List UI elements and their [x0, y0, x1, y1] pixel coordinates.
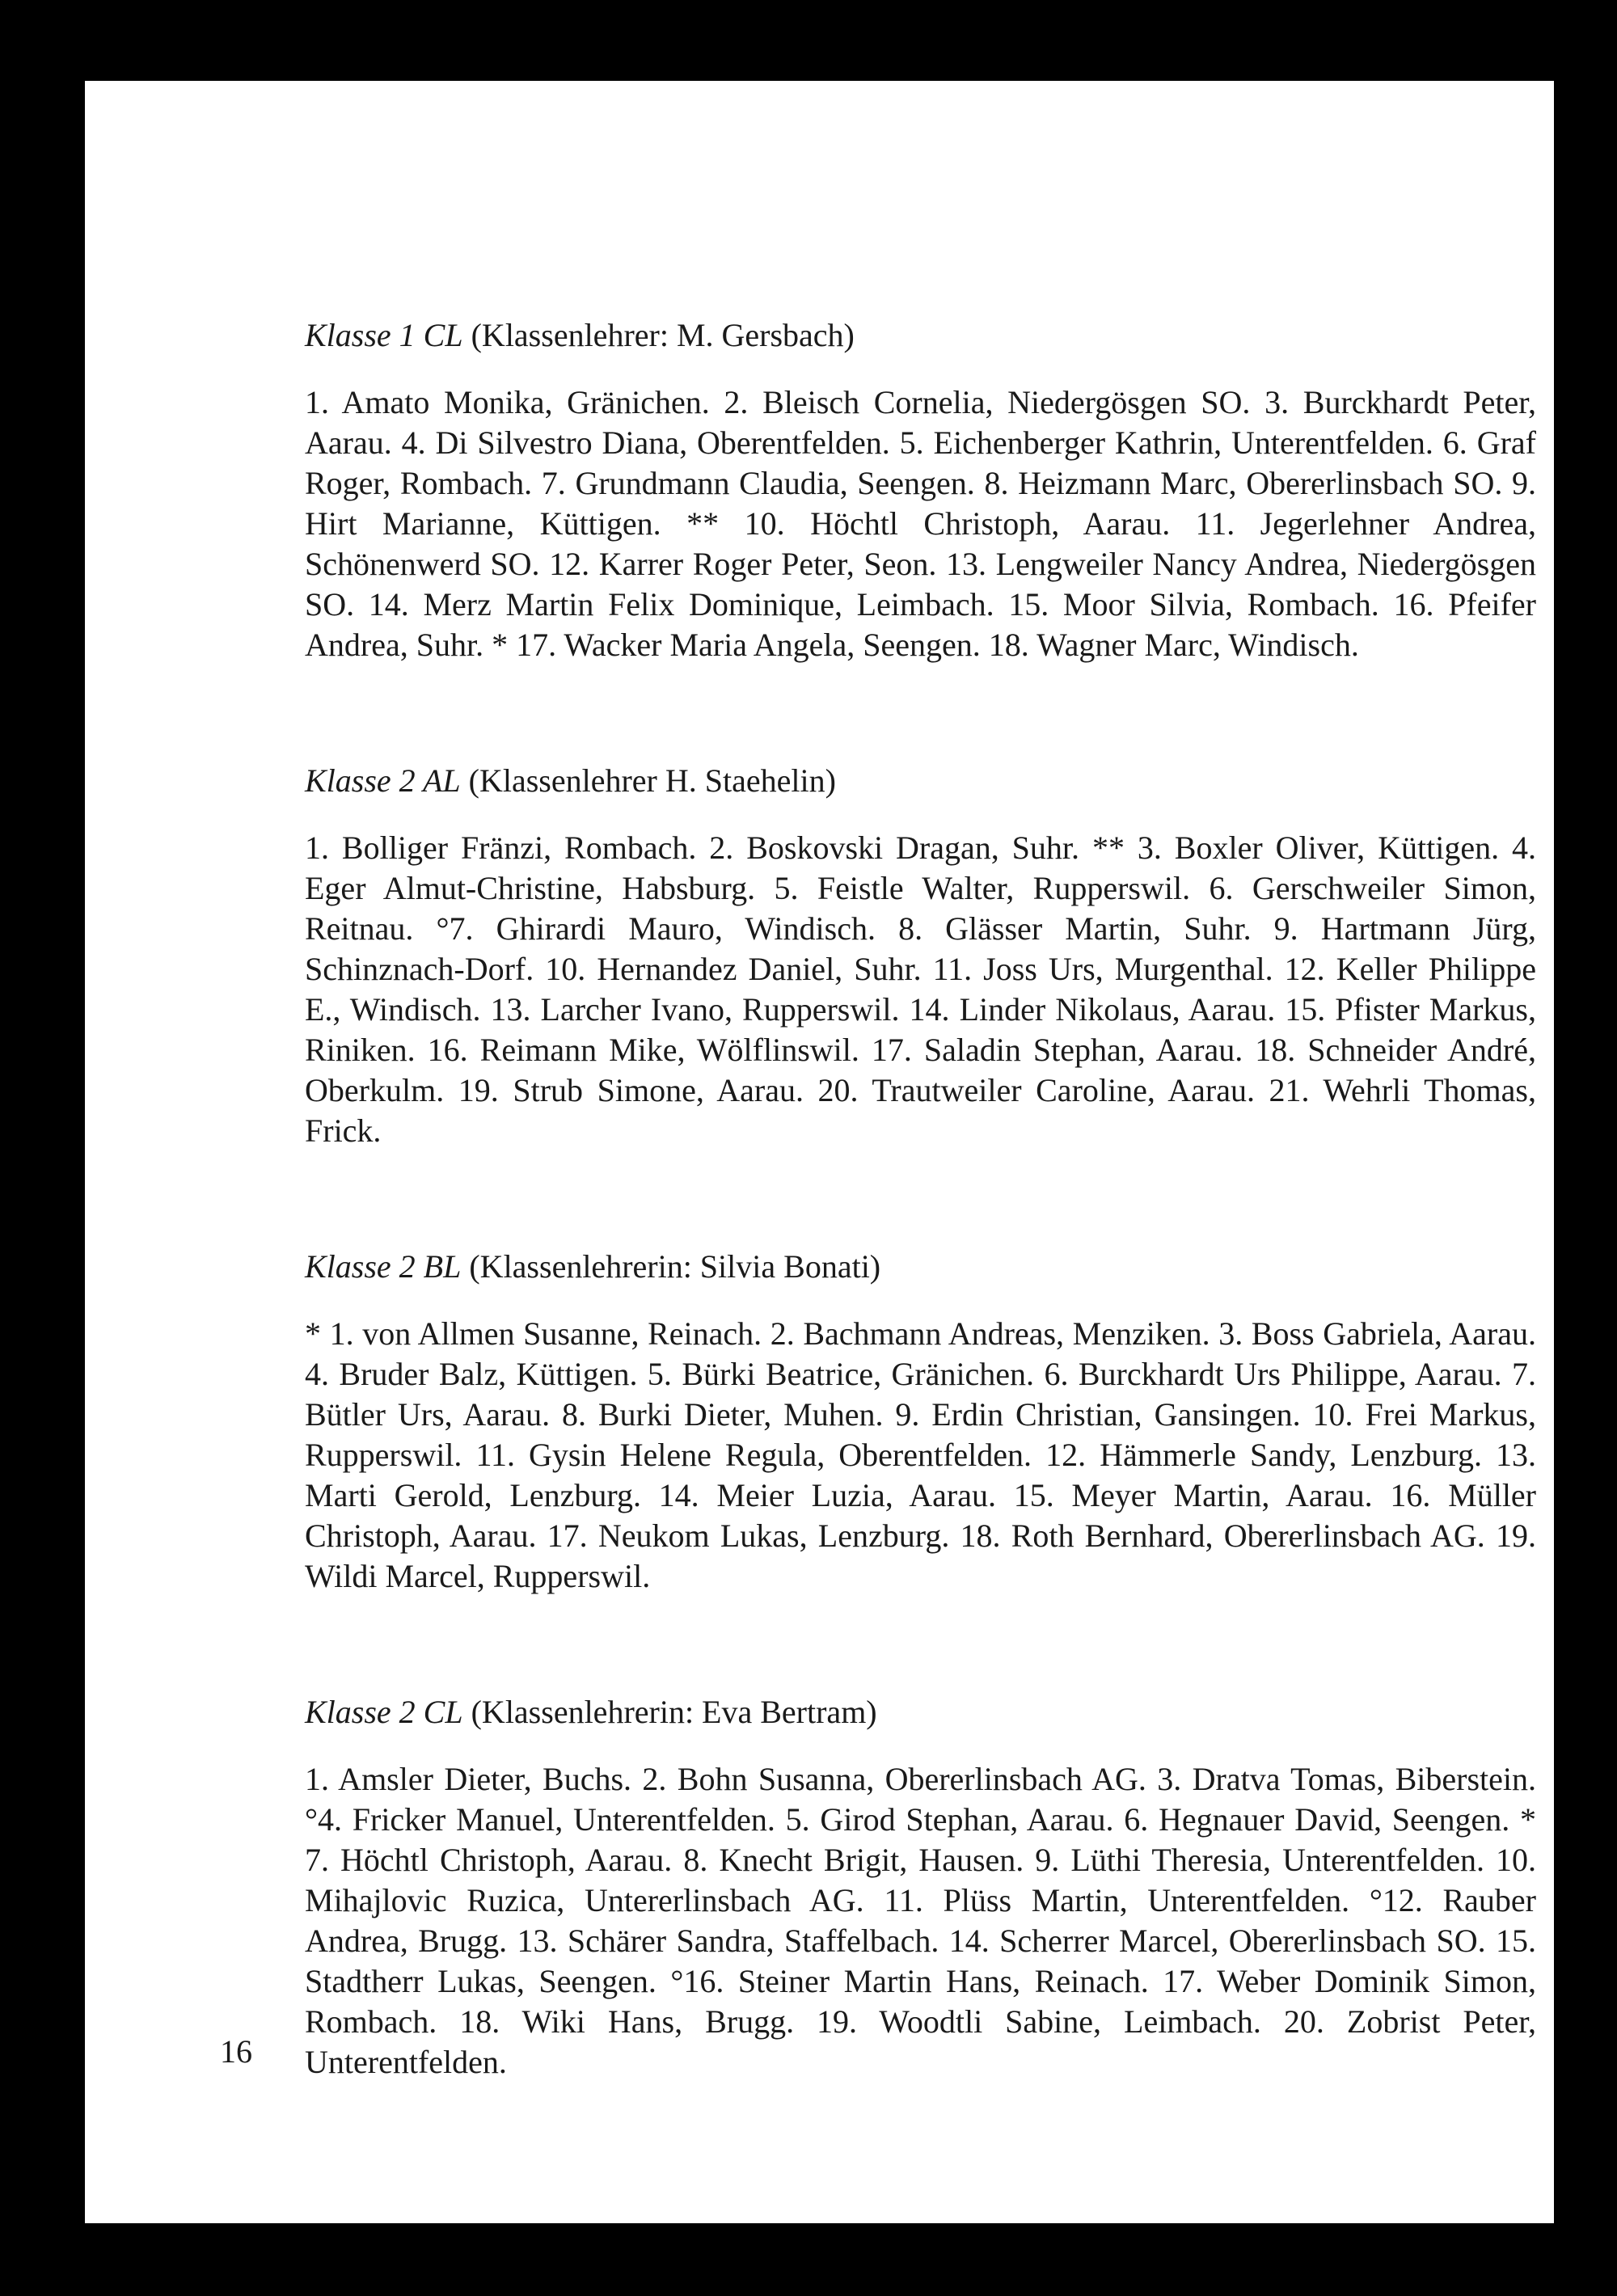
- class-teacher: (Klassenlehrerin: Eva Bertram): [471, 1694, 877, 1730]
- class-title: Klasse 1 CL: [305, 317, 463, 353]
- document-content: [305, 315, 1536, 2178]
- section-heading: [305, 1247, 1536, 1287]
- student-list: 1. Amsler Dieter, Buchs. 2. Bohn Susanna, Obererlinsbach AG. 3. Dratva Tomas, Biberstein. °4. Fricker Manuel, Unterentfelden. 5. Girod Stephan, Aarau. 6. Hegnauer David, Seengen. * 7. Höchtl Christoph, Aarau. 8. Knecht Brigit, Hausen. 9. Lüthi Theresia, Unterentfelden. 10. Mihajlovic Ruzica, Untererlinsbach AG. 11. Plüss Martin, Unterentfelden. °12. Rauber Andrea, Brugg. 13. Schärer Sandra, Staffelbach. 14. Scherrer Marcel, Obererlinsbach SO. 15. Stadtherr Lukas, Seengen. °16. Steiner Martin Hans, Reinach. 17. Weber Dominik Simon, Rombach. 18. Wiki Hans, Brugg. 19. Woodtli Sabine, Leimbach. 20. Zobrist Peter, Unterentfelden.: [305, 1761, 1536, 2080]
- class-teacher: (Klassenlehrerin: Silvia Bonati): [469, 1248, 881, 1285]
- student-list: * 1. von Allmen Susanne, Reinach. 2. Bachmann Andreas, Menziken. 3. Boss Gabriela, Aarau. 4. Bruder Balz, Küttigen. 5. Bürki Beatrice, Gränichen. 6. Burckhardt Urs Philippe, Aarau. 7. Bütler Urs, Aarau. 8. Burki Dieter, Muhen. 9. Erdin Christian, Gansingen. 10. Frei Markus, Rupperswil. 11. Gysin Helene Regula, Oberentfelden. 12. Hämmerle Sandy, Lenzburg. 13. Marti Gerold, Lenzburg. 14. Meier Luzia, Aarau. 15. Meyer Martin, Aarau. 16. Müller Christoph, Aarau. 17. Neukom Lukas, Lenzburg. 18. Roth Bernhard, Obererlinsbach AG. 19. Wildi Marcel, Rupperswil.: [305, 1315, 1536, 1594]
- section-heading: [305, 315, 1536, 356]
- class-section-1cl: [305, 315, 1536, 665]
- class-section-2al: [305, 761, 1536, 1151]
- class-title: Klasse 2 AL: [305, 762, 461, 799]
- document-page: [85, 81, 1554, 2223]
- section-heading: [305, 761, 1536, 801]
- class-section-2bl: [305, 1247, 1536, 1597]
- class-section-2cl: [305, 1692, 1536, 2083]
- student-list: 1. Amato Monika, Gränichen. 2. Bleisch Cornelia, Niedergösgen SO. 3. Burckhardt Peter, Aarau. 4. Di Silvestro Diana, Oberentfelden. 5. Eichenberger Kathrin, Unterentfelden. 6. Graf Roger, Rombach. 7. Grundmann Claudia, Seengen. 8. Heizmann Marc, Obererlinsbach SO. 9. Hirt Marianne, Küttigen. ** 10. Höchtl Christoph, Aarau. 11. Jegerlehner Andrea, Schönenwerd SO. 12. Karrer Roger Peter, Seon. 13. Lengweiler Nancy Andrea, Niedergösgen SO. 14. Merz Martin Felix Dominique, Leimbach. 15. Moor Silvia, Rombach. 16. Pfeifer Andrea, Suhr. * 17. Wacker Maria Angela, Seengen. 18. Wagner Marc, Windisch.: [305, 384, 1536, 663]
- page-number: 16: [220, 2033, 252, 2070]
- class-title: Klasse 2 CL: [305, 1694, 463, 1730]
- class-title: Klasse 2 BL: [305, 1248, 462, 1285]
- student-list: 1. Bolliger Fränzi, Rombach. 2. Boskovski Dragan, Suhr. ** 3. Boxler Oliver, Küttigen. 4. Eger Almut-Christine, Habsburg. 5. Feistle Walter, Rupperswil. 6. Gerschweiler Simon, Reitnau. °7. Ghirardi Mauro, Windisch. 8. Glässer Martin, Suhr. 9. Hartmann Jürg, Schinznach-Dorf. 10. Hernandez Daniel, Suhr. 11. Joss Urs, Murgenthal. 12. Keller Philippe E., Windisch. 13. Larcher Ivano, Rupperswil. 14. Linder Nikolaus, Aarau. 15. Pfister Markus, Riniken. 16. Reimann Mike, Wölflinswil. 17. Saladin Stephan, Aarau. 18. Schneider André, Oberkulm. 19. Strub Simone, Aarau. 20. Trautweiler Caroline, Aarau. 21. Wehrli Thomas, Frick.: [305, 829, 1536, 1149]
- class-teacher: (Klassenlehrer: M. Gersbach): [471, 317, 855, 353]
- section-heading: [305, 1692, 1536, 1733]
- class-teacher: (Klassenlehrer H. Staehelin): [468, 762, 836, 799]
